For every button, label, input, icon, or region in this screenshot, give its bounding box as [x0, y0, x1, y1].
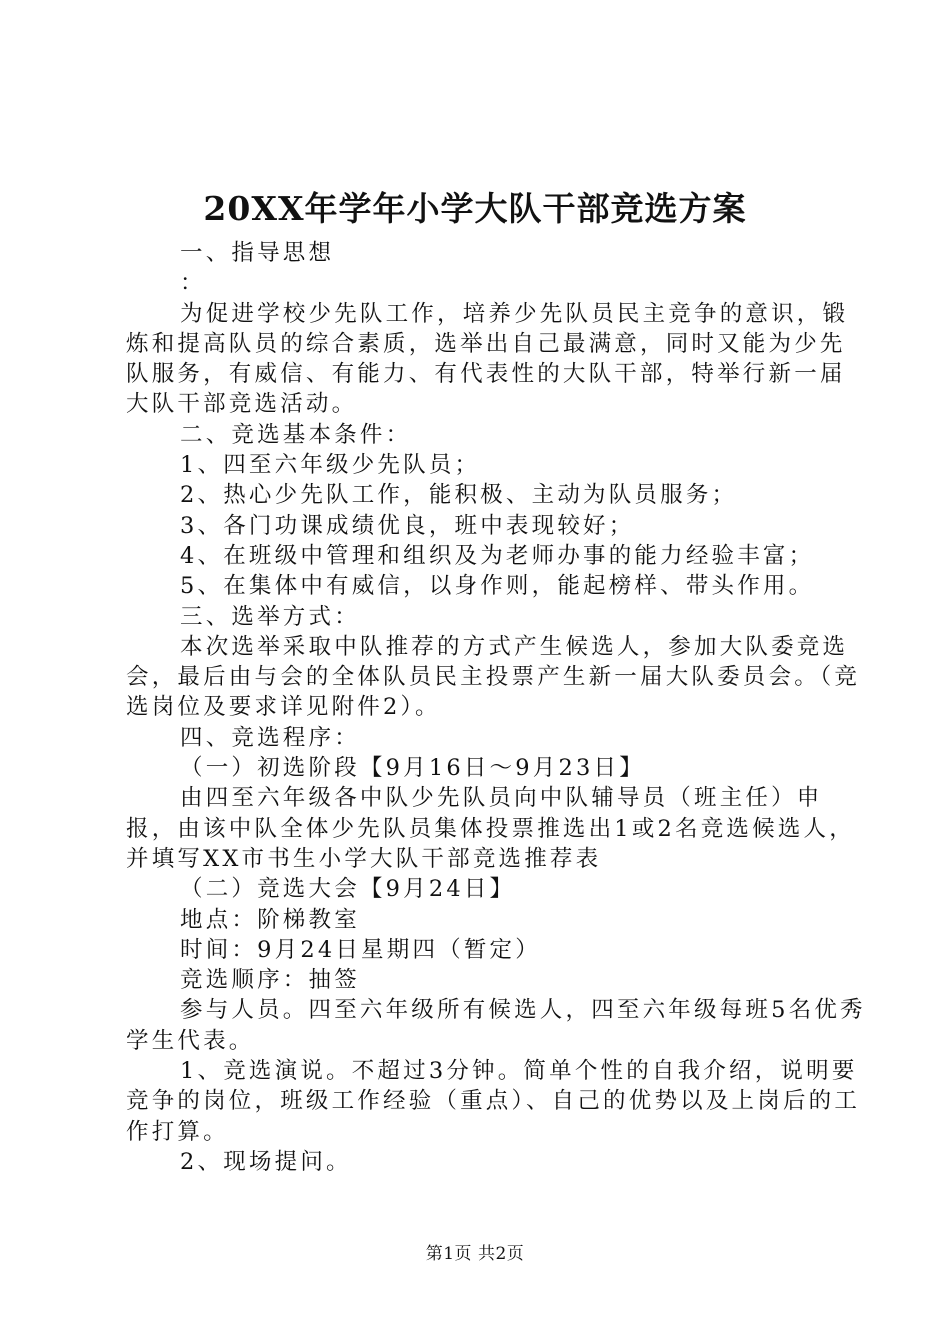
condition-item-4: 4、在班级中管理和组织及为老师办事的能力经验丰富；	[180, 542, 815, 569]
step-speech: 1、竞选演说。不超过3分钟。简单个性的自我介绍，说明要竞争的岗位，班级工作经验（重点）、自己的优势以及上岗后的工作打算。	[126, 1058, 861, 1145]
paragraph-preliminary-stage: 由四至六年级各中队少先队员向中队辅导员（班主任）申报，由该中队全体少先队员集体投票推选出1或2名竞选候选人，并填写XX市书生小学大队干部竞选推荐表	[126, 785, 855, 872]
document-body	[126, 238, 866, 1177]
meeting-location: 地点：阶梯教室	[180, 906, 360, 933]
heading-basic-conditions: 二、竞选基本条件：	[180, 421, 412, 448]
paragraph-purpose: 为促进学校少先队工作，培养少先队员民主竞争的意识，锻炼和提高队员的综合素质，选举出自己最满意，同时又能为少先队服务，有威信、有能力、有代表性的大队干部，特举行新一届大队干部竞选活动。	[126, 300, 849, 418]
colon-line: ：	[180, 270, 206, 297]
step-questions: 2、现场提问。	[180, 1148, 352, 1175]
condition-item-3: 3、各门功课成绩优良，班中表现较好；	[180, 512, 635, 539]
condition-item-1: 1、四至六年级少先队员；	[180, 452, 481, 479]
subheading-election-meeting: （二）竞选大会【9月24日】	[180, 876, 516, 903]
condition-item-5: 5、在集体中有威信，以身作则，能起榜样、带头作用。	[180, 573, 815, 600]
heading-election-procedure: 四、竞选程序：	[180, 724, 360, 751]
subheading-preliminary-stage: （一）初选阶段【9月16日～9月23日】	[180, 755, 645, 782]
heading-election-method: 三、选举方式：	[180, 603, 360, 630]
paragraph-election-method: 本次选举采取中队推荐的方式产生候选人，参加大队委竞选会，最后由与会的全体队员民主投票产生新一届大队委员会。（竞选岗位及要求详见附件2）。	[126, 633, 861, 721]
condition-item-2: 2、热心少先队工作，能积极、主动为队员服务；	[180, 482, 738, 509]
heading-guiding-thought: 一、指导思想	[180, 240, 335, 266]
meeting-participants: 参与人员。四至六年级所有候选人，四至六年级每班5名优秀学生代表。	[126, 997, 866, 1054]
page-footer: 第1页 共2页	[425, 1244, 525, 1264]
document-title: 20XX年学年小学大队干部竞选方案	[203, 189, 747, 228]
meeting-time: 时间：9月24日星期四（暂定）	[180, 936, 541, 963]
meeting-order: 竞选顺序：抽签	[180, 967, 360, 994]
